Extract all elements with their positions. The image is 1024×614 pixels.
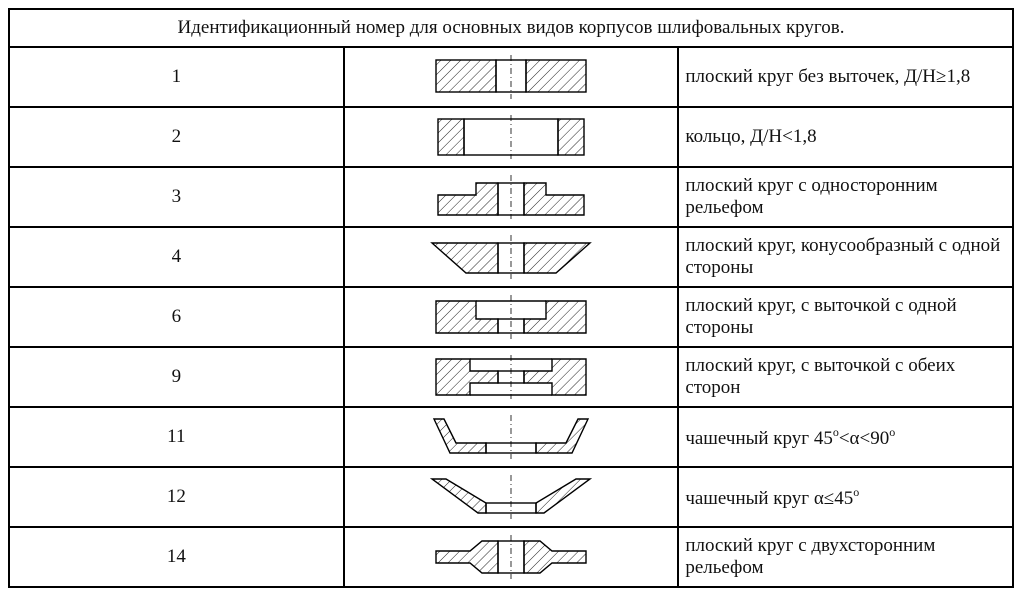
table-row: [9, 167, 1013, 227]
row-description: плоский круг без выточек, Д/Н≥1,8: [678, 47, 1013, 107]
ring-wheel-drawing: [344, 107, 679, 167]
row-number: 6: [9, 287, 344, 347]
cup-wheel-45-drawing: [344, 467, 679, 527]
relief-one-side-drawing: [344, 167, 679, 227]
table-row: [9, 527, 1013, 587]
row-description: плоский круг с двухсторонним рельефом: [678, 527, 1013, 587]
table-row: [9, 467, 1013, 527]
table-title: Идентификационный номер для основных видов корпусов шлифовальных кругов.: [9, 9, 1013, 47]
table-row: [9, 227, 1013, 287]
table-row: [9, 47, 1013, 107]
row-number: 14: [9, 527, 344, 587]
row-description: плоский круг, конусообразный с одной стороны: [678, 227, 1013, 287]
cone-one-side-drawing: [344, 227, 679, 287]
row-description: чашечный круг $45^о<\alpha<90^о$: [678, 407, 1013, 467]
row-description: плоский круг с односторонним рельефом: [678, 167, 1013, 227]
row-number: 2: [9, 107, 344, 167]
wheel-types-table: [8, 8, 1014, 588]
row-number: 3: [9, 167, 344, 227]
table-row: [9, 107, 1013, 167]
row-number: 12: [9, 467, 344, 527]
row-number: 11: [9, 407, 344, 467]
recess-one-side-drawing: [344, 287, 679, 347]
row-number: 1: [9, 47, 344, 107]
table-row: [9, 347, 1013, 407]
table-row: [9, 407, 1013, 467]
row-description: плоский круг, с выточкой с обеих сторон: [678, 347, 1013, 407]
row-description: чашечный круг $\alpha\le 45^о$: [678, 467, 1013, 527]
row-description: плоский круг, с выточкой с одной стороны: [678, 287, 1013, 347]
row-description: кольцо, Д/Н<1,8: [678, 107, 1013, 167]
recess-both-sides-drawing: [344, 347, 679, 407]
relief-two-sides-drawing: [344, 527, 679, 587]
flat-wheel-drawing: [344, 47, 679, 107]
row-number: 9: [9, 347, 344, 407]
table-row: [9, 287, 1013, 347]
cup-wheel-45-90-drawing: [344, 407, 679, 467]
row-number: 4: [9, 227, 344, 287]
